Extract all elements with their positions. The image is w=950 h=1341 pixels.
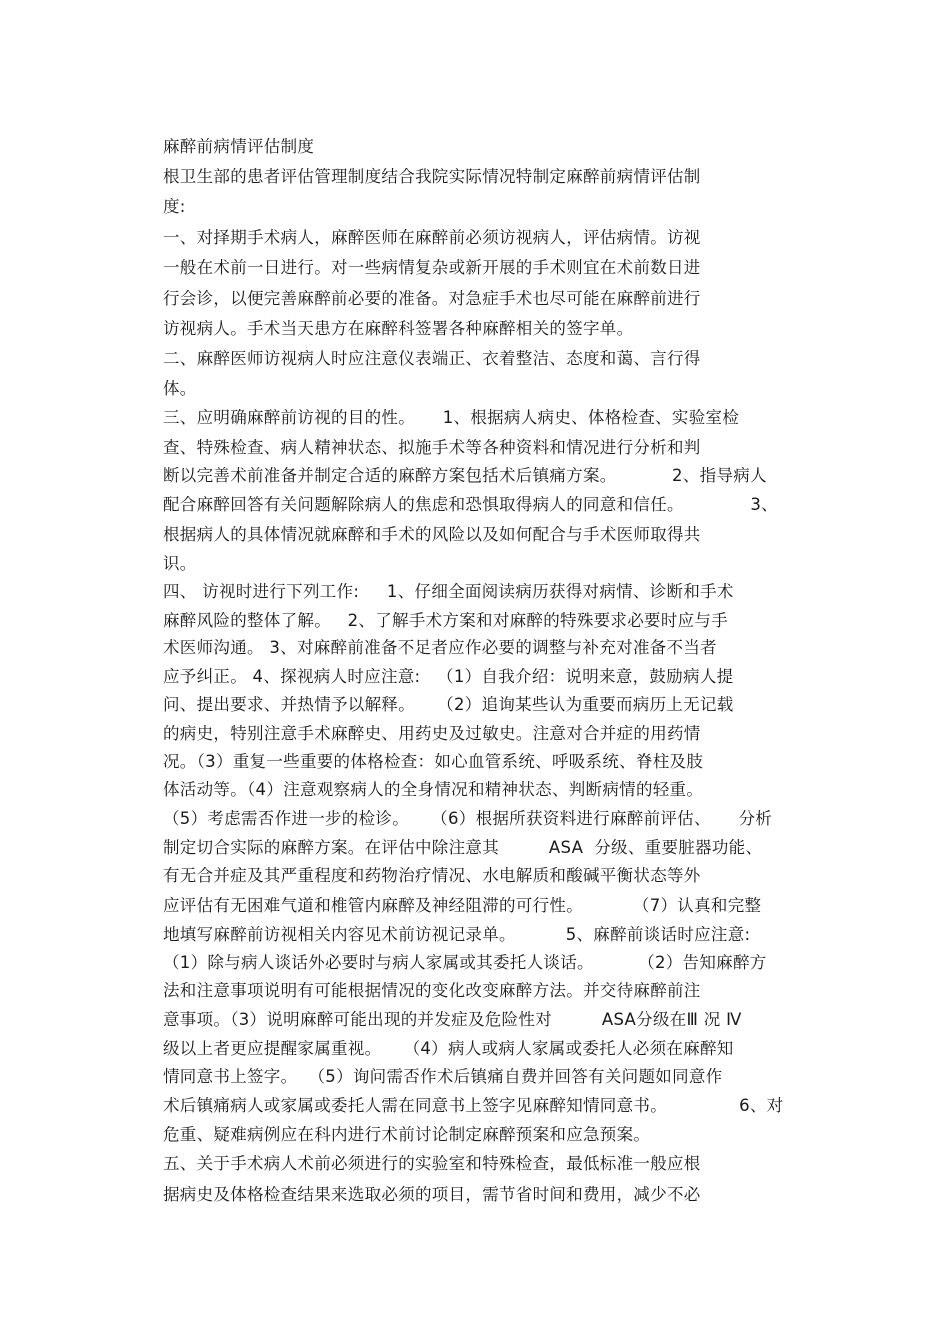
text-line: 据病史及体格检查结果来选取必须的项目，需节省时间和费用，减少不必 — [163, 1185, 701, 1204]
text-line: 应评估有无困难气道和椎管内麻醉及神经阻滞的可行性。 （7）认真和完整 — [163, 896, 762, 915]
text-line: 麻醉风险的整体了解。 2、了解手术方案和对麻醉的特殊要求必要时应与手 — [163, 611, 729, 630]
document-title: 麻醉前病情评估制度 — [163, 137, 315, 156]
text-line: 术医师沟通。 3、对麻醉前准备不足者应作必要的调整与补充对准备不当者 — [163, 638, 717, 657]
text-line: 识。 — [163, 554, 197, 573]
text-line: （5）考虑需否作进一步的检诊。 （6）根据所获资料进行麻醉前评估、 分析 — [163, 809, 773, 828]
text-line: 二、麻醉医师访视病人时应注意仪表端正、衣着整洁、态度和蔼、言行得 — [163, 349, 701, 368]
text-line: 术后镇痛病人或家属或委托人需在同意书上签字见麻醉知情同意书。 6、对 — [163, 1096, 784, 1115]
text-line: 访视病人。手术当天患方在麻醉科签署各种麻醉相关的签字单。 — [163, 319, 634, 338]
text-line: 级以上者更应提醒家属重视。 （4）病人或病人家属或委托人必须在麻醉知 — [163, 1039, 734, 1058]
text-line: 配合麻醉回答有关问题解除病人的焦虑和恐惧取得病人的同意和信任。 3、 — [163, 495, 778, 514]
text-line: （1）除与病人谈话外必要时与病人家属或其委托人谈话。 （2）告知麻醉方 — [163, 953, 767, 972]
text-line: 应予纠正。 4、探视病人时应注意: （1）自我介绍：说明来意，鼓励病人提 — [163, 667, 734, 686]
text-line: 地填写麻醉前访视相关内容见术前访视记录单。 5、麻醉前谈话时应注意: — [163, 925, 751, 944]
text-line: 意事项。（3）说明麻醉可能出现的并发症及危险性对 ASA分级在Ⅲ 况 Ⅳ — [163, 1010, 742, 1029]
text-line: 的病史，特别注意手术麻醉史、用药史及过敏史。注意对合并症的用药情 — [163, 724, 701, 743]
text-line: 法和注意事项说明有可能根据情况的变化改变麻醉方法。并交待麻醉前注 — [163, 981, 701, 1000]
text-line: 根卫生部的患者评估管理制度结合我院实际情况特制定麻醉前病情评估制 — [163, 167, 701, 186]
text-line: 断以完善术前准备并制定合适的麻醉方案包括术后镇痛方案。 2、指导病人 — [163, 466, 767, 485]
text-line: 制定切合实际的麻醉方案。在评估中除注意其 ASA 分级、重要脏器功能、 — [163, 838, 763, 857]
text-line: 有无合并症及其严重程度和药物治疗情况、水电解质和酸碱平衡状态等外 — [163, 866, 701, 885]
text-line: 四、 访视时进行下列工作: 1、仔细全面阅读病历获得对病情、诊断和手术 — [163, 582, 734, 601]
text-line: 问、提出要求、并热情予以解释。 （2）追询某些认为重要而病历上无记载 — [163, 695, 734, 714]
text-line: 体活动等。（4）注意观察病人的全身情况和精神状态、判断病情的轻重。 — [163, 780, 704, 799]
text-line: 三、应明确麻醉前访视的目的性。 1、根据病人病史、体格检查、实验室检 — [163, 408, 740, 427]
text-line: 五、关于手术病人术前必须进行的实验室和特殊检查，最低标准一般应根 — [163, 1154, 701, 1173]
text-line: 行会诊，以便完善麻醉前必要的准备。对急症手术也尽可能在麻醉前进行 — [163, 289, 701, 308]
text-line: 况。（3）重复一些重要的体格检查：如心血管系统、呼吸系统、脊柱及肢 — [163, 752, 704, 771]
text-line: 度: — [163, 197, 186, 216]
text-line: 体。 — [163, 379, 197, 398]
text-line: 一般在术前一日进行。对一些病情复杂或新开展的手术则宜在术前数日进 — [163, 258, 701, 277]
text-line: 根据病人的具体情况就麻醉和手术的风险以及如何配合与手术医师取得共 — [163, 525, 701, 544]
text-line: 一、对择期手术病人，麻醉医师在麻醉前必须访视病人，评估病情。访视 — [163, 228, 701, 247]
text-line: 情同意书上签字。 （5）询问需否作术后镇痛自费并回答有关问题如同意作 — [163, 1067, 723, 1086]
text-line: 查、特殊检查、病人精神状态、拟施手术等各种资料和情况进行分析和判 — [163, 438, 701, 457]
text-line: 危重、疑难病例应在科内进行术前讨论制定麻醉预案和应急预案。 — [163, 1125, 651, 1144]
